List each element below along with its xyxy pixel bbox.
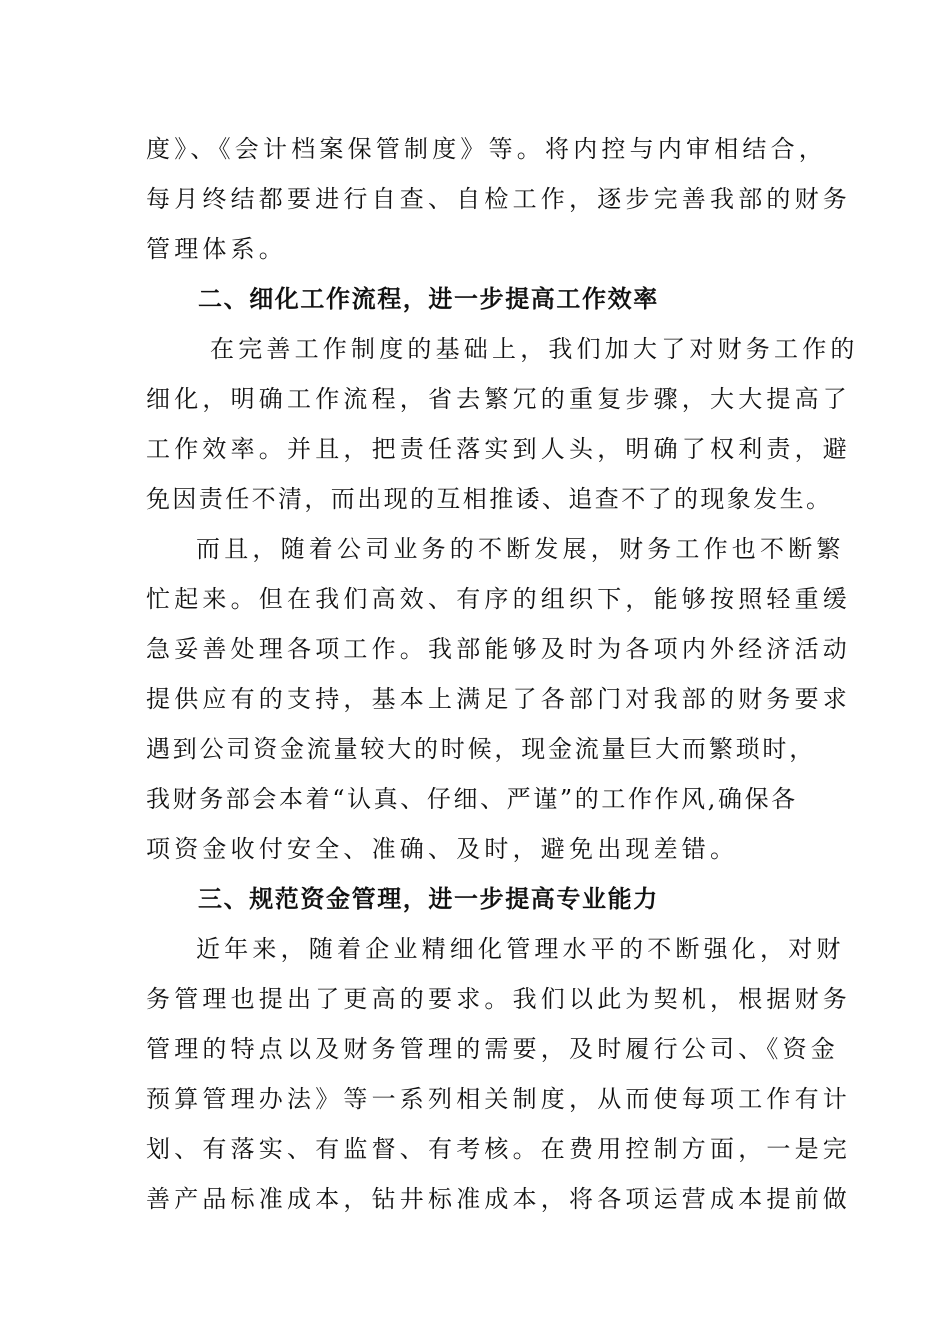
paragraph-line: 遇到公司资金流量较大的时候，现金流量巨大而繁琐时， <box>146 735 816 763</box>
paragraph-line: 务管理也提出了更高的要求。我们以此为契机，根据财务 <box>146 985 851 1013</box>
paragraph-line: 提供应有的支持，基本上满足了各部门对我部的财务要求 <box>146 685 851 713</box>
paragraph-line: 忙起来。但在我们高效、有序的组织下，能够按照轻重缓 <box>146 585 851 613</box>
paragraph-line: 管理的特点以及财务管理的需要，及时履行公司、《资金 <box>146 1035 839 1063</box>
paragraph-line: 免因责任不清，而出现的互相推诿、追查不了的现象发生。 <box>146 485 833 513</box>
paragraph-line: 项资金收付安全、准确、及时，避免出现差错。 <box>146 835 739 863</box>
paragraph-line: 工作效率。并且，把责任落实到人头，明确了权利责，避 <box>146 435 851 463</box>
paragraph-line: 管理体系。 <box>146 235 287 263</box>
paragraph-line: 度》、《会计档案保管制度》等。将内控与内审相结合， <box>146 135 827 163</box>
paragraph-line: 近年来，随着企业精细化管理水平的不断强化，对财 <box>196 935 845 963</box>
paragraph-line: 我财务部会本着“认真、仔细、严谨”的工作作风,确保各 <box>146 785 798 813</box>
paragraph-line: 在完善工作制度的基础上，我们加大了对财务工作的 <box>210 335 859 363</box>
section-heading: 三、规范资金管理，进一步提高专业能力 <box>198 885 659 913</box>
section-heading: 二、细化工作流程，进一步提高工作效率 <box>198 285 659 313</box>
paragraph-line: 急妥善处理各项工作。我部能够及时为各项内外经济活动 <box>146 635 851 663</box>
paragraph-line: 每月终结都要进行自查、自检工作，逐步完善我部的财务 <box>146 185 851 213</box>
paragraph-line: 细化，明确工作流程，省去繁冗的重复步骤，大大提高了 <box>146 385 851 413</box>
paragraph-line: 预算管理办法》等一系列相关制度，从而使每项工作有计 <box>146 1085 851 1113</box>
paragraph-line: 而且，随着公司业务的不断发展，财务工作也不断繁 <box>196 535 845 563</box>
paragraph-line: 善产品标准成本，钻井标准成本，将各项运营成本提前做 <box>146 1185 851 1213</box>
paragraph-line: 划、有落实、有监督、有考核。在费用控制方面，一是完 <box>146 1135 851 1163</box>
